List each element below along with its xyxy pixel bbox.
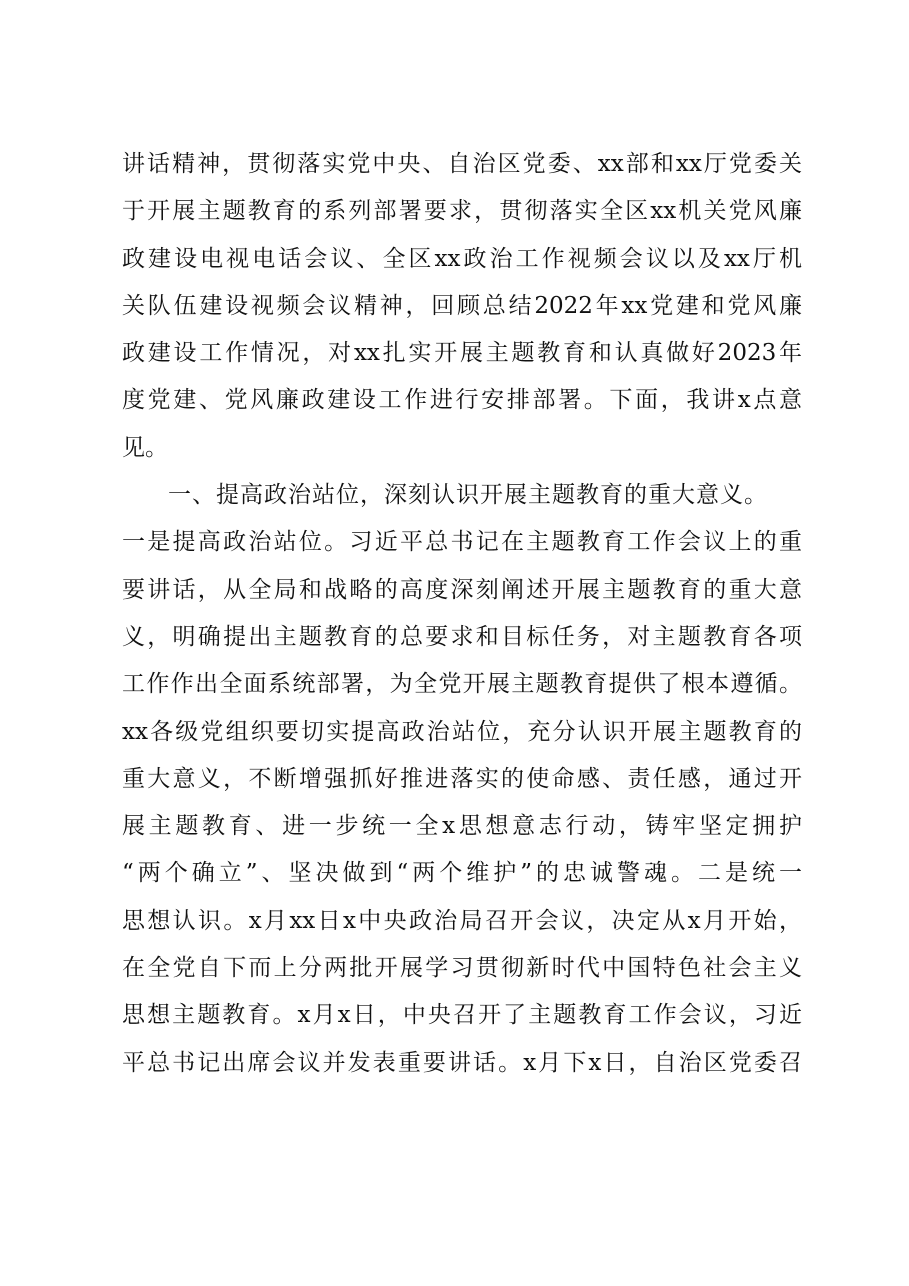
text-line-7: 见。 <box>122 434 168 461</box>
text-line-20: 平总书记出席会议并发表重要讲话。x月下x日，自治区党委召 <box>122 1049 802 1076</box>
text-line-17: 思想认识。x月xx日x中央政治局召开会议，决定从x月开始， <box>122 907 802 934</box>
text-line-14: 重大意义，不断增强抓好推进落实的使命感、责任感，通过开 <box>122 765 802 792</box>
text-line-2: 于开展主题教育的系列部署要求，贯彻落实全区xx机关党风廉 <box>122 198 802 225</box>
text-line-12: 工作作出全面系统部署，为全党开展主题教育提供了根本遵循。 <box>122 671 802 698</box>
text-line-3: 政建设电视电话会议、全区xx政治工作视频会议以及xx厅机 <box>122 245 802 272</box>
text-line-4: 关队伍建设视频会议精神，回顾总结2022年xx党建和党风廉 <box>122 292 802 319</box>
text-line-9: 一是提高政治站位。习近平总书记在主题教育工作会议上的重 <box>122 529 802 556</box>
text-line-19: 思想主题教育。x月x日，中央召开了主题教育工作会议，习近 <box>122 1002 802 1029</box>
text-line-11: 义，明确提出主题教育的总要求和目标任务，对主题教育各项 <box>122 623 802 650</box>
text-line-6: 度党建、党风廉政建设工作进行安排部署。下面，我讲x点意 <box>122 387 802 414</box>
text-line-15: 展主题教育、进一步统一全x思想意志行动，铸牢坚定拥护 <box>122 813 802 840</box>
text-line-5: 政建设工作情况，对xx扎实开展主题教育和认真做好2023年 <box>122 340 802 367</box>
text-line-18: 在全党自下而上分两批开展学习贯彻新时代中国特色社会主义 <box>122 955 802 982</box>
body-text <box>122 141 802 1087</box>
text-line-16: “两个确立”、坚决做到“两个维护”的忠诚警魂。二是统一 <box>122 860 802 887</box>
text-line-10: 要讲话，从全局和战略的高度深刻阐述开展主题教育的重大意 <box>122 576 802 603</box>
section-heading: 一、提高政治站位，深刻认识开展主题教育的重大意义。 <box>168 482 768 509</box>
text-line-13: xx各级党组织要切实提高政治站位，充分认识开展主题教育的 <box>122 718 802 745</box>
text-line-1: 讲话精神，贯彻落实党中央、自治区党委、xx部和xx厅党委关 <box>122 151 802 177</box>
